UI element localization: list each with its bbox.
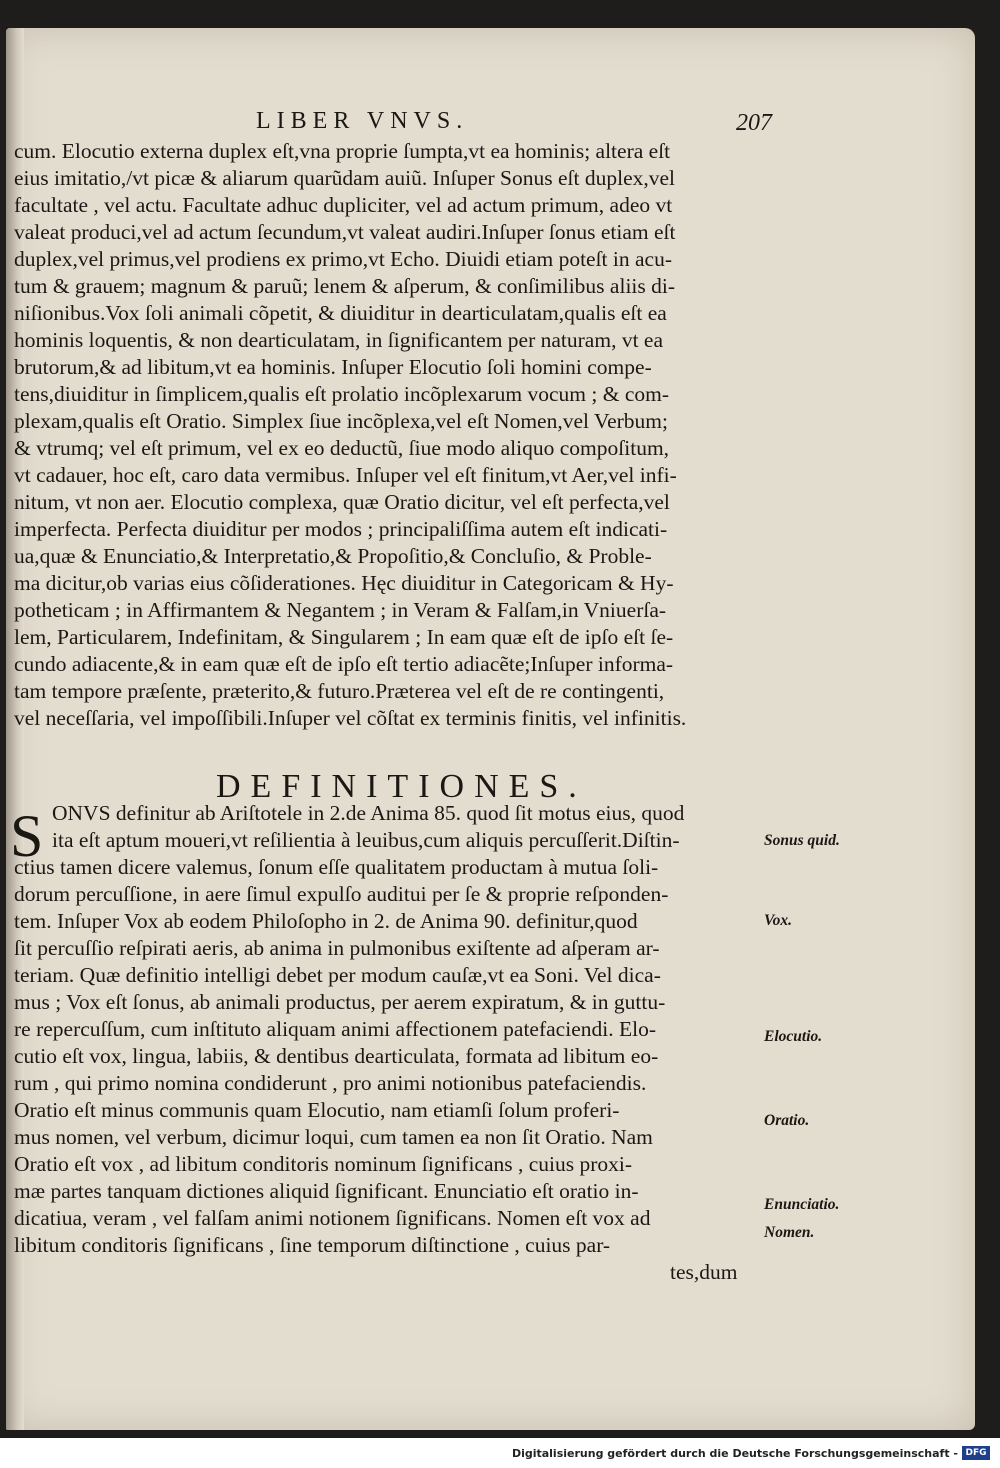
marginal-note: Sonus quid.: [764, 832, 840, 849]
text-line: imperfecta. Perfecta diuiditur per modos ; principaliſſima autem eſt indicati-: [14, 517, 668, 541]
text-line: vt cadauer, hoc eſt, caro data vermibus. Inſuper vel eſt finitum,vt Aer,vel infi-: [14, 463, 677, 487]
text-line: dicatiua, veram , vel falſam animi notionem ſignificans. Nomen eſt vox ad: [14, 1206, 651, 1230]
catchword: tes,dum: [670, 1260, 738, 1284]
text-line: mus ; Vox eſt ſonus, ab animali productus, per aerem expiratum, & in guttu-: [14, 990, 666, 1014]
text-line: rum , qui primo nomina condiderunt , pro animi notionibus patefaciendis.: [14, 1071, 647, 1095]
text-line: cum. Elocutio externa duplex eſt,vna proprie ſumpta,vt ea hominis; altera eſt: [14, 139, 671, 163]
funding-credit: Digitalisierung gefördert durch die Deutsche Forschungsgemeinschaft -: [511, 1447, 958, 1460]
text-line: facultate , vel actu. Facultate adhuc dupliciter, vel ad actum primum, adeo vt: [14, 193, 673, 217]
text-line: lem, Particularem, Indefinitam, & Singularem ; In eam quæ eſt de ipſo eſt ſe-: [14, 625, 674, 649]
text-line: eius imitatio,/vt picæ & aliarum quarũdam auiũ. Inſuper Sonus eſt duplex,vel: [14, 166, 675, 190]
page-number: 207: [736, 110, 772, 136]
text-line: brutorum,& ad libitum,vt ea hominis. Inſuper Elocutio ſoli homini compe-: [14, 355, 652, 379]
footer-bar: [0, 1438, 1000, 1468]
text-line: tem. Inſuper Vox ab eodem Philoſopho in 2. de Anima 90. definitur,quod: [14, 909, 638, 933]
text-line: ma dicitur,ob varias eius cõſiderationes. Hęc diuiditur in Categoricam & Hy-: [14, 571, 674, 595]
book-page: [6, 28, 975, 1430]
text-line: cutio eſt vox, lingua, labiis, & dentibus dearticulata, formata ad libitum eo-: [14, 1044, 659, 1068]
text-line: valeat produci,vel ad actum ſecundum,vt valeat audiri.Inſuper ſonus etiam eſt: [14, 220, 676, 244]
running-title: LIBER VNVS.: [256, 108, 469, 134]
text-line: niſionibus.Vox ſoli animali cõpetit, & diuiditur in dearticulatam,qualis eſt ea: [14, 301, 667, 325]
text-line: ONVS definitur ab Ariſtotele in 2.de Anima 85. quod ſit motus eius, quod: [52, 801, 685, 825]
text-line: potheticam ; in Affirmantem & Negantem ; in Veram & Falſam,in Vniuerſa-: [14, 598, 667, 622]
marginal-note: Enunciatio.: [764, 1196, 840, 1213]
text-line: cundo adiacente,& in eam quæ eſt de ipſo eſt tertio adiacẽte;Inſuper informa-: [14, 652, 674, 676]
marginal-note: Vox.: [764, 912, 792, 929]
text-line: tam tempore præſente, præterito,& futuro.Præterea vel eſt de re contingenti,: [14, 679, 665, 703]
text-line: ua,quæ & Enunciatio,& Interpretatio,& Propoſitio,& Concluſio, & Proble-: [14, 544, 652, 568]
text-line: re repercuſſum, cum inſtituto aliquam animi affectionem patefaciendi. Elo-: [14, 1017, 656, 1041]
drop-cap: S: [10, 803, 44, 869]
marginal-note: Oratio.: [764, 1112, 810, 1129]
text-line: Oratio eſt minus communis quam Elocutio, nam etiamſi ſolum proferi-: [14, 1098, 620, 1122]
marginal-note: Elocutio.: [764, 1028, 823, 1045]
text-line: nitum, vt non aer. Elocutio complexa, quæ Oratio dicitur, vel eſt perfecta,vel: [14, 490, 670, 514]
text-line: tens,diuiditur in ſimplicem,qualis eſt prolatio incõplexarum vocum ; & com-: [14, 382, 670, 406]
text-line: dorum percuſſione, in aere ſimul expulſo auditui per ſe & proprie reſponden-: [14, 882, 669, 906]
text-line: mæ partes tanquam dictiones aliquid ſignificant. Enunciatio eſt oratio in-: [14, 1179, 639, 1203]
text-line: hominis loquentis, & non dearticulatam, in ſignificantem per naturam, vt ea: [14, 328, 664, 352]
dfg-logo-icon: DFG: [962, 1446, 990, 1460]
text-line: & vtrumq; vel eſt primum, vel ex eo deductũ, ſiue modo aliquo compoſitum,: [14, 436, 670, 460]
text-line: vel neceſſaria, vel impoſſibili.Inſuper vel cõſtat ex terminis finitis, vel infinitis.: [14, 706, 687, 730]
marginal-note: Nomen.: [764, 1224, 815, 1241]
section-heading: DEFINITIONES.: [216, 768, 587, 805]
text-line: tum & grauem; magnum & paruũ; lenem & aſperum, & conſimilibus aliis di-: [14, 274, 676, 298]
text-line: ſit percuſſio reſpirati aeris, ab anima in pulmonibus exiſtente ad aſperam ar-: [14, 936, 660, 960]
text-line: mus nomen, vel verbum, dicimur loqui, cum tamen ea non ſit Oratio. Nam: [14, 1125, 653, 1149]
text-line: libitum conditoris ſignificans , ſine temporum diſtinctione , cuius par-: [14, 1233, 611, 1257]
text-line: ita eſt aptum moueri,vt reſilientia à leuibus,cum aliquis percuſſerit.Diſtin-: [52, 828, 680, 852]
text-line: Oratio eſt vox , ad libitum conditoris nominum ſignificans , cuius proxi-: [14, 1152, 633, 1176]
text-line: duplex,vel primus,vel prodiens ex primo,vt Echo. Diuidi etiam poteſt in acu-: [14, 247, 672, 271]
text-line: ctius tamen dicere valemus, ſonum eſſe qualitatem productam à mutua ſoli-: [14, 855, 659, 879]
text-line: teriam. Quæ definitio intelligi debet per modum cauſæ,vt ea Soni. Vel dica-: [14, 963, 661, 987]
text-line: plexam,qualis eſt Oratio. Simplex ſiue incõplexa,vel eſt Nomen,vel Verbum;: [14, 409, 669, 433]
